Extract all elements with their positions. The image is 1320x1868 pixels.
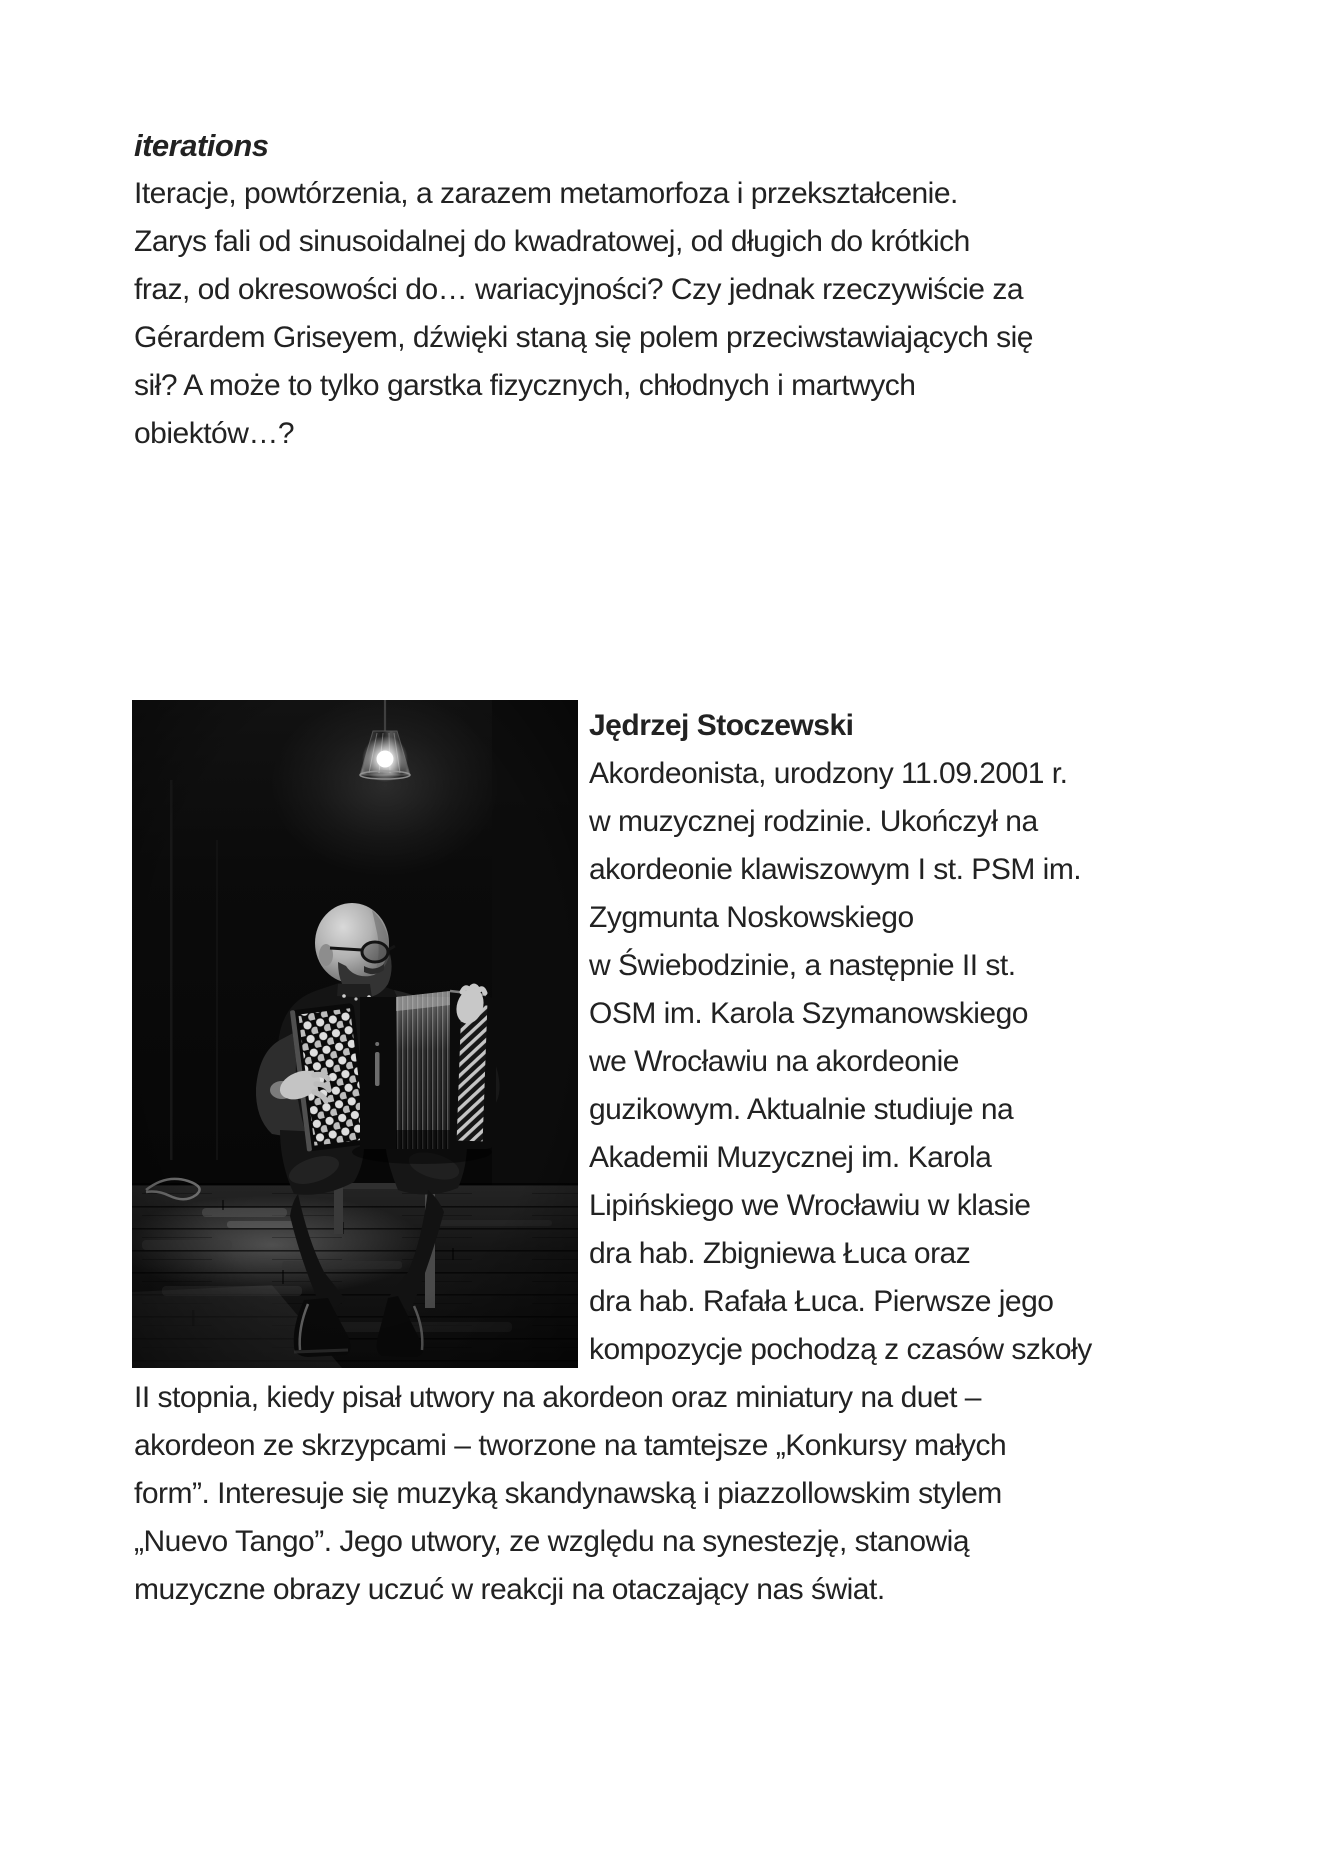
intro-line: fraz, od okresowości do… wariacyjności? Czy jednak rzeczywiście za bbox=[134, 273, 1024, 306]
bio-line: Lipińskiego we Wrocławiu w klasie bbox=[589, 1189, 1031, 1222]
bio-line: w Świebodzinie, a następnie II st. bbox=[589, 949, 1016, 982]
accordionist-photo bbox=[132, 700, 578, 1368]
bio-line: muzyczne obrazy uczuć w reakcji na otaczający nas świat. bbox=[134, 1573, 885, 1606]
bio-line: we Wrocławiu na akordeonie bbox=[589, 1045, 959, 1078]
intro-line: obiektów…? bbox=[134, 417, 295, 450]
musician-bio-section bbox=[132, 700, 1252, 1370]
bio-line: II stopnia, kiedy pisał utwory na akordeon oraz miniatury na duet – bbox=[134, 1381, 981, 1414]
bio-text-column bbox=[589, 702, 1092, 1374]
bio-line: „Nuevo Tango”. Jego utwory, ze względu na synestezję, stanowią bbox=[134, 1525, 970, 1558]
bio-line: form”. Interesuje się muzyką skandynawską i piazzollowskim stylem bbox=[134, 1477, 1002, 1510]
piece-title: iterations bbox=[134, 128, 269, 163]
bio-line: dra hab. Rafała Łuca. Pierwsze jego bbox=[589, 1285, 1054, 1318]
bio-line: Akademii Muzycznej im. Karola bbox=[589, 1141, 992, 1174]
intro-line: Gérardem Griseyem, dźwięki staną się polem przeciwstawiających się bbox=[134, 321, 1033, 354]
bio-line: kompozycje pochodzą z czasów szkoły bbox=[589, 1333, 1092, 1366]
intro-line: sił? A może to tylko garstka fizycznych, chłodnych i martwych bbox=[134, 369, 916, 402]
bio-line: w muzycznej rodzinie. Ukończył na bbox=[589, 805, 1038, 838]
bio-line: Zygmunta Noskowskiego bbox=[589, 901, 914, 934]
intro-line: Iteracje, powtórzenia, a zarazem metamorfoza i przekształcenie. bbox=[134, 177, 958, 210]
bio-line: dra hab. Zbigniewa Łuca oraz bbox=[589, 1237, 971, 1270]
bio-line: Akordeonista, urodzony 11.09.2001 r. bbox=[589, 757, 1068, 790]
bio-line: akordeonie klawiszowym I st. PSM im. bbox=[589, 853, 1082, 886]
photo-vignette bbox=[132, 700, 578, 1368]
piece-description-section bbox=[134, 122, 1033, 458]
bio-line: guzikowym. Aktualnie studiuje na bbox=[589, 1093, 1014, 1126]
intro-line: Zarys fali od sinusoidalnej do kwadratowej, od długich do krótkich bbox=[134, 225, 970, 258]
bio-continuation-section bbox=[134, 1374, 1006, 1614]
bio-line: OSM im. Karola Szymanowskiego bbox=[589, 997, 1028, 1030]
musician-name: Jędrzej Stoczewski bbox=[589, 709, 854, 742]
bio-line: akordeon ze skrzypcami – tworzone na tamtejsze „Konkursy małych bbox=[134, 1429, 1007, 1462]
